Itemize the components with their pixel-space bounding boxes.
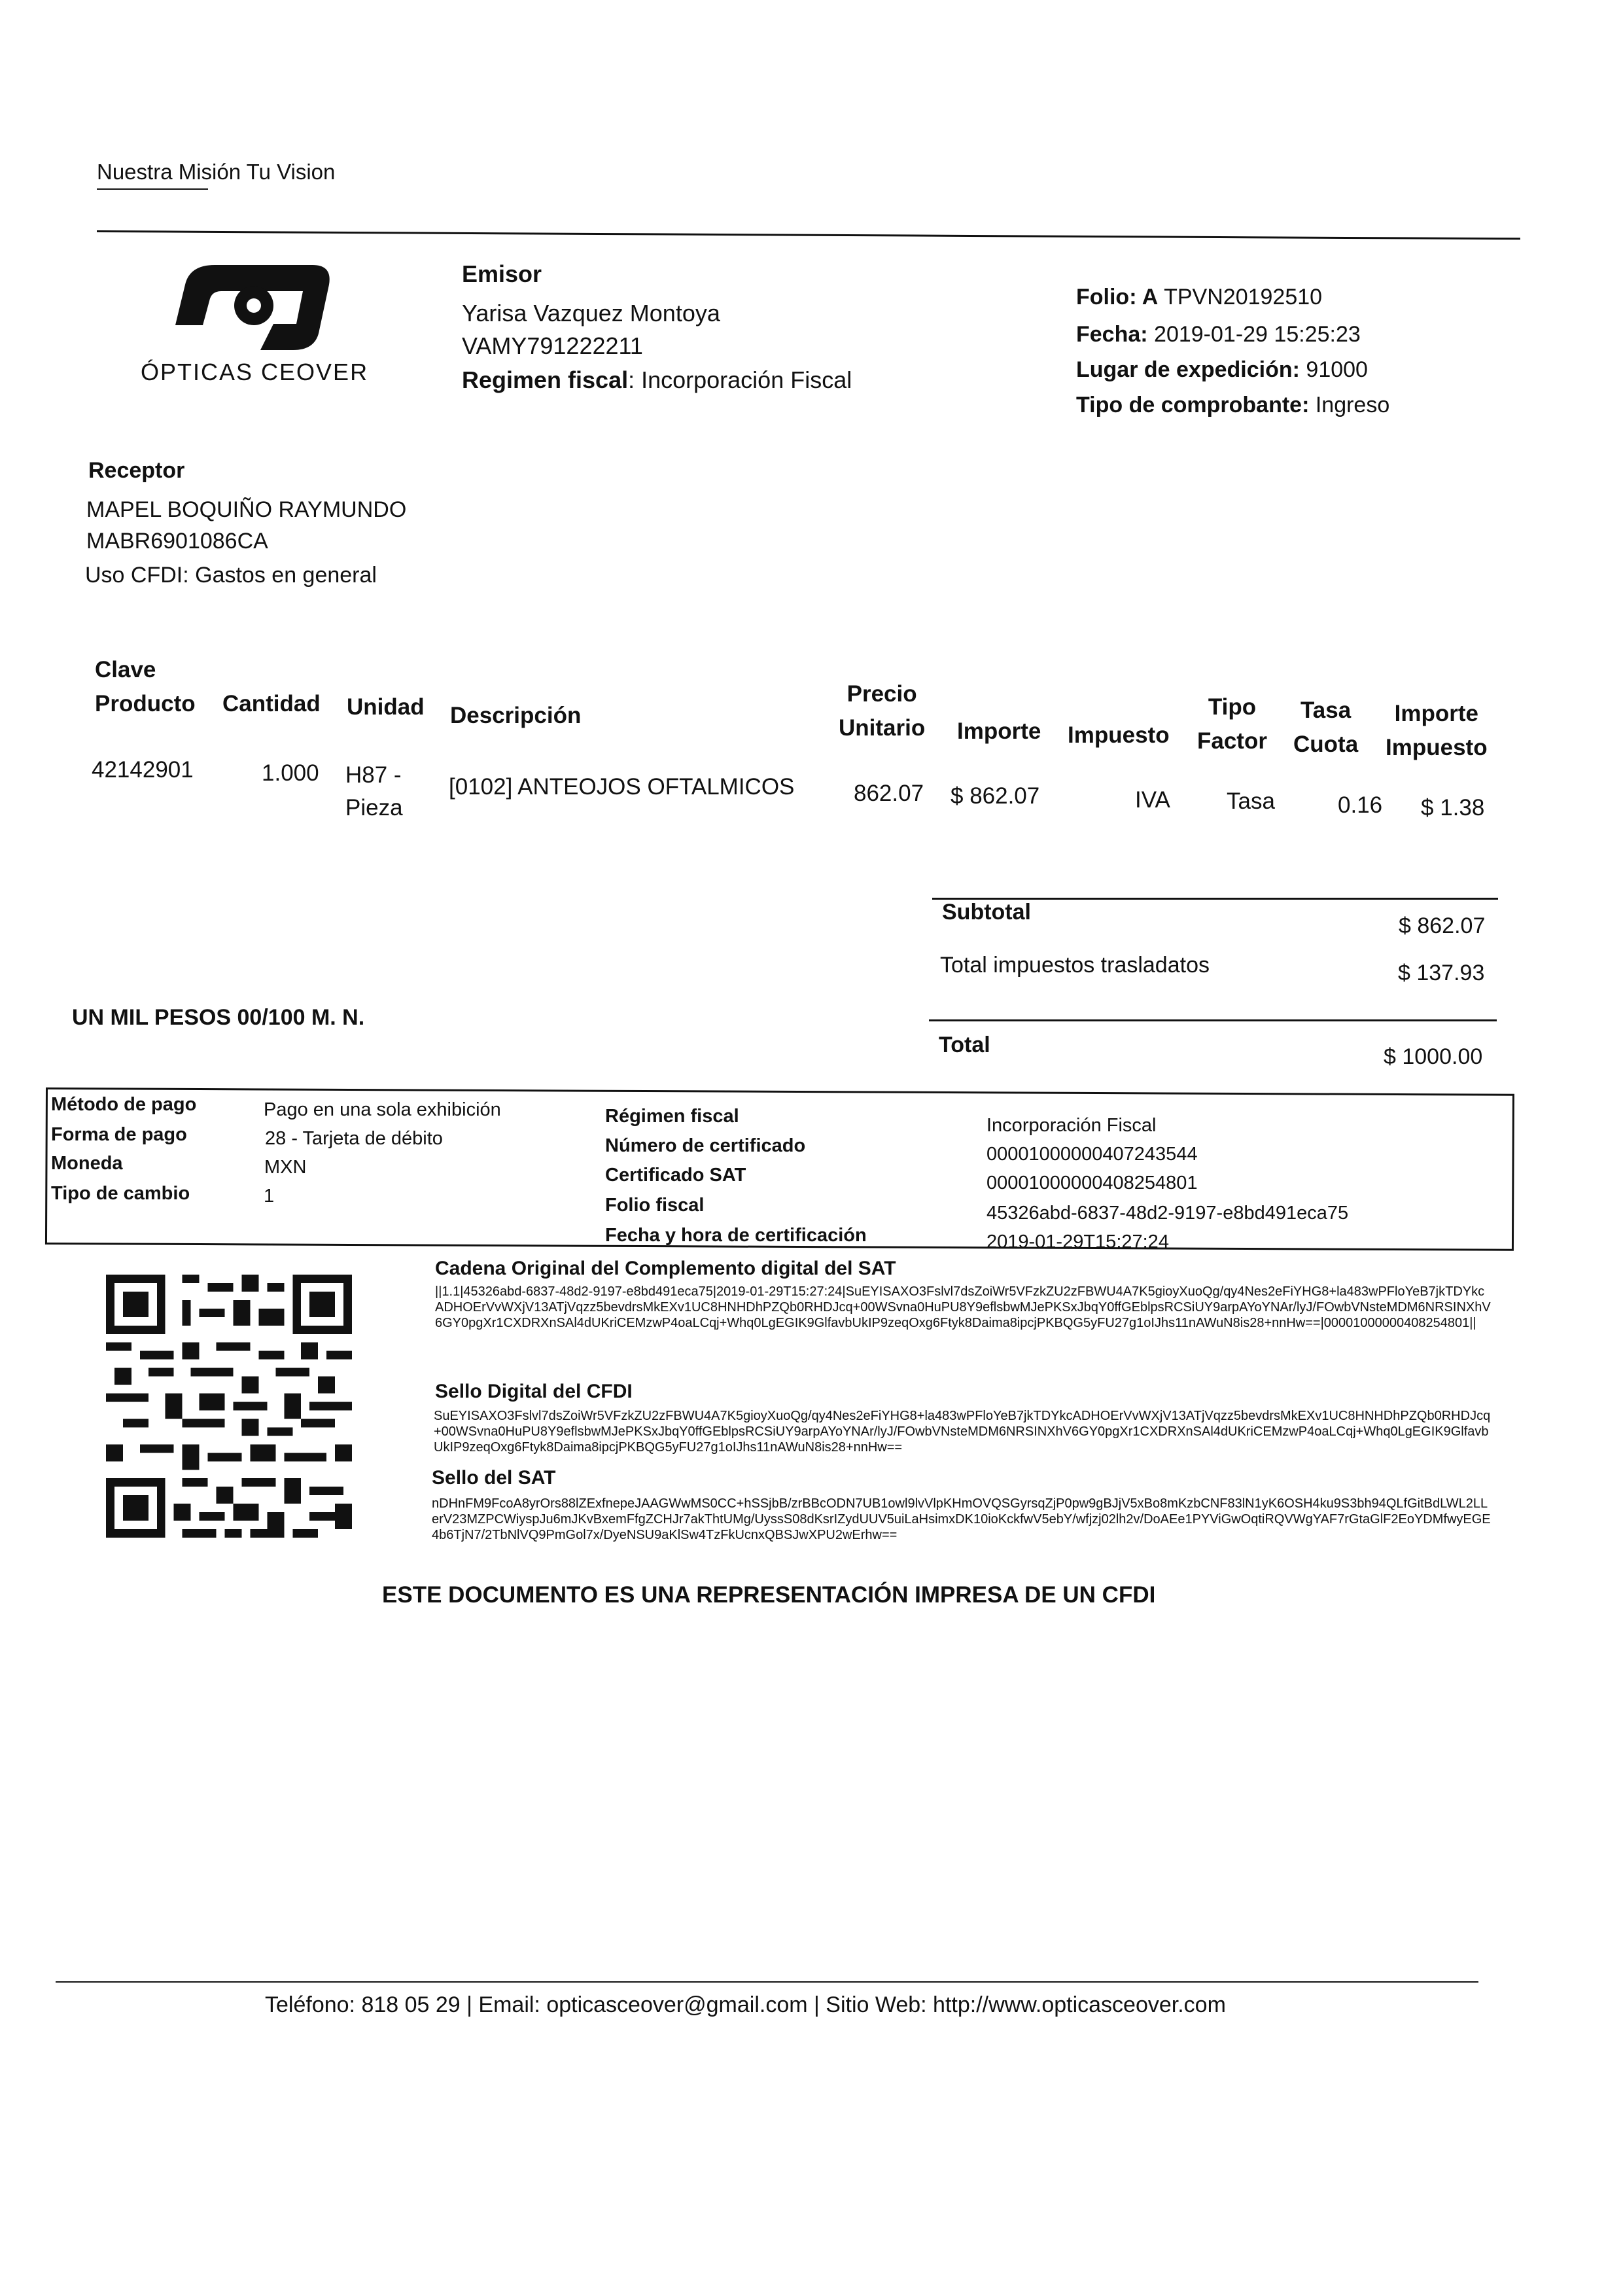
tipo-comprobante-value: Ingreso bbox=[1315, 393, 1390, 417]
slogan: Nuestra Misión Tu Vision bbox=[97, 160, 336, 184]
folio-label: Folio: A bbox=[1076, 285, 1159, 309]
sello-cfdi-title: Sello Digital del CFDI bbox=[435, 1381, 633, 1402]
fecha-row bbox=[1076, 322, 1361, 347]
col-header-unidad: Unidad bbox=[347, 694, 425, 720]
cadena-original-title: Cadena Original del Complemento digital del SAT bbox=[435, 1258, 896, 1279]
lugar-row bbox=[1076, 357, 1368, 383]
col-header-clave-line2: Producto bbox=[95, 691, 196, 716]
col-header-tipo-factor bbox=[1197, 690, 1267, 758]
lugar-label: Lugar de expedición: bbox=[1076, 357, 1300, 382]
lugar-value: 91000 bbox=[1306, 357, 1368, 382]
row-clave: 42142901 bbox=[92, 757, 194, 783]
col-header-tasa-line2: Cuota bbox=[1293, 732, 1359, 757]
impuestos-label: Total impuestos trasladatos bbox=[940, 953, 1210, 978]
tipo-cambio-value: 1 bbox=[264, 1186, 275, 1207]
total-value: $ 1000.00 bbox=[1384, 1044, 1483, 1069]
tipo-comprobante-row bbox=[1076, 393, 1389, 418]
numero-certificado-label: Número de certificado bbox=[605, 1135, 806, 1156]
sello-sat-text: nDHnFM9FcoA8yrOrs88lZExfnepeJAAGWwMS0CC+hSSjbB/zrBBcODN7UB1owl9lvVlpKHmOVQSGyrsqZjP0pw9gBJjV5xBo8mKzbCNF83lN1yK6OSH4ku9S3bh94QLfGitBdLWL2LLerV23MZPCWiyspJu6mJKvBxemFfgZCHJr7akThtUMg/UyssS08dKsrIZydUUV5uiLaHsimxDK10ioKckfwV5ebY/wfjzj02lh2v/DoAEe1PYViGwOqtiRQVWgYAF7rGtaGlF2EoYDMfwyEGE4b6TjN7/2TbNlVQ9PmGol7x/DyeNSU9aKlSw4TzFkUcnxQBSJwXPU2wErhw== bbox=[432, 1496, 1491, 1542]
tipo-comprobante-label: Tipo de comprobante: bbox=[1076, 393, 1310, 417]
qr-code-icon bbox=[105, 1275, 353, 1538]
emisor-regimen bbox=[462, 366, 852, 394]
emisor-regimen-value: : Incorporación Fiscal bbox=[628, 366, 852, 393]
row-cantidad: 1.000 bbox=[262, 760, 319, 786]
moneda-label: Moneda bbox=[51, 1153, 123, 1174]
emisor-title: Emisor bbox=[462, 260, 542, 287]
folio-fiscal-value: 45326abd-6837-48d2-9197-e8bd491eca75 bbox=[986, 1203, 1349, 1224]
row-precio-unitario: 862.07 bbox=[854, 781, 924, 806]
receptor-name: MAPEL BOQUIÑO RAYMUNDO bbox=[86, 497, 407, 522]
col-header-clave-line1: Clave bbox=[95, 657, 156, 682]
row-descripcion: [0102] ANTEOJOS OFTALMICOS bbox=[449, 774, 795, 800]
fecha-certificacion-value: 2019-01-29T15:27:24 bbox=[986, 1231, 1169, 1252]
regimen-fiscal-label: Régimen fiscal bbox=[605, 1106, 739, 1127]
cadena-original-text: ||1.1|45326abd-6837-48d2-9197-e8bd491eca75|2019-01-29T15:27:24|SuEYISAXO3Fslvl7dsZoiWr5VFzkZU2zFBWU4A7K5gioyXuoQg/qy4Nes2eFiYHG8+la483wPFloYeB7jkTDYkcADHOErVvWXjV13ATjVqzz5bevdrsMkEXv1UC8HNHDhPZQb0RHDJcq+00WSvna0HuPU8Y9eflsbwMJePKSxJbqY0ffGEblpsRCSiUY9arpAYoYNAr/lyJ/FOwbVNsteMDM6NRSINXhV6GY0pgXr1CXDRXnSAl4dUKriCEMzwP4oaLCqj+Whq0LgEGIK9GlfavbUkIP9zeqOxg6Ftyk8Daima8ipcjPKBQG5yFU27g1oIJhs11nAWuN8is28+nnHw==|00001000000408254801|| bbox=[435, 1284, 1491, 1330]
certificado-sat-label: Certificado SAT bbox=[605, 1165, 746, 1186]
cfdi-legal-note: ESTE DOCUMENTO ES UNA REPRESENTACIÓN IMPRESA DE UN CFDI bbox=[382, 1582, 1156, 1608]
col-header-descripcion: Descripción bbox=[450, 703, 582, 728]
metodo-pago-value: Pago en una sola exhibición bbox=[264, 1099, 501, 1120]
row-unidad-line2: Pieza bbox=[345, 795, 403, 821]
folio-value: TPVN20192510 bbox=[1164, 285, 1323, 309]
numero-certificado-value: 00001000000407243544 bbox=[986, 1144, 1198, 1165]
col-header-precio bbox=[839, 677, 925, 745]
impuestos-value: $ 137.93 bbox=[1398, 961, 1485, 985]
col-header-tipo-line2: Factor bbox=[1197, 728, 1267, 754]
fecha-certificacion-label: Fecha y hora de certificación bbox=[605, 1225, 867, 1246]
row-unidad bbox=[345, 759, 403, 824]
sello-sat-title: Sello del SAT bbox=[432, 1467, 556, 1489]
header-divider bbox=[97, 230, 1520, 239]
amount-in-words: UN MIL PESOS 00/100 M. N. bbox=[72, 1005, 365, 1030]
col-header-importe-impuesto-line2: Impuesto bbox=[1386, 735, 1488, 760]
row-impuesto: IVA bbox=[1135, 787, 1170, 813]
folio-row bbox=[1076, 285, 1322, 310]
row-tasa-cuota: 0.16 bbox=[1338, 792, 1383, 818]
forma-pago-value: 28 - Tarjeta de débito bbox=[265, 1128, 443, 1149]
row-importe-impuesto: $ 1.38 bbox=[1421, 795, 1485, 821]
subtotal-value: $ 862.07 bbox=[1399, 913, 1486, 938]
certificado-sat-value: 00001000000408254801 bbox=[986, 1173, 1198, 1193]
total-divider bbox=[929, 1019, 1497, 1021]
col-header-importe-impuesto bbox=[1386, 697, 1488, 765]
footer-divider bbox=[56, 1981, 1478, 1983]
logo-brand-text: ÓPTICAS CEOVER bbox=[141, 359, 369, 385]
col-header-importe-impuesto-line1: Importe bbox=[1394, 701, 1478, 726]
col-header-precio-line2: Unitario bbox=[839, 715, 926, 741]
row-unidad-line1: H87 - bbox=[345, 762, 402, 788]
receptor-uso-cfdi: Uso CFDI: Gastos en general bbox=[85, 563, 377, 588]
receptor-title: Receptor bbox=[88, 458, 185, 483]
col-header-tasa-cuota bbox=[1293, 694, 1358, 762]
fecha-label: Fecha: bbox=[1076, 322, 1148, 347]
col-header-tasa-line1: Tasa bbox=[1300, 698, 1352, 723]
row-importe: $ 862.07 bbox=[951, 783, 1040, 809]
emisor-rfc: VAMY791222211 bbox=[462, 332, 643, 359]
subtotal-label: Subtotal bbox=[942, 900, 1031, 925]
emisor-regimen-label: Regimen fiscal bbox=[462, 366, 629, 393]
total-label: Total bbox=[939, 1033, 990, 1057]
col-header-precio-line1: Precio bbox=[846, 681, 917, 707]
row-tipo-factor: Tasa bbox=[1227, 788, 1275, 814]
fecha-value: 2019-01-29 15:25:23 bbox=[1154, 322, 1361, 347]
metodo-pago-label: Método de pago bbox=[51, 1094, 197, 1115]
regimen-fiscal-value: Incorporación Fiscal bbox=[986, 1115, 1157, 1136]
col-header-importe: Importe bbox=[957, 718, 1041, 744]
sello-cfdi-text: SuEYISAXO3Fslvl7dsZoiWr5VFzkZU2zFBWU4A7K5gioyXuoQg/qy4Nes2eFiYHG8+la483wPFloYeB7jkTDYkcADHOErVvWXjV13ATjVqzz5bevdrsMkEXv1UC8HNHDhPZQb0RHDJcq+00WSvna0HuPU8Y9eflsbwMJePKSxJbqY0ffGEblpsRCSiUY9arpAYoYNAr/lyJ/FOwbVNsteMDM6NRSINXhV6GY0pgXr1CXDRXnSAl4dUKriCEMzwP4oaLCqj+Whq0LgEGIK9GlfavbUkIP9zeqOxg6Ftyk8Daima8ipcjPKBQG5yFU27g1oIJhs11nAWuN8is28+nnHw== bbox=[434, 1409, 1491, 1455]
moneda-value: MXN bbox=[264, 1157, 307, 1178]
receptor-rfc: MABR6901086CA bbox=[86, 529, 268, 554]
col-header-tipo-line1: Tipo bbox=[1208, 694, 1257, 720]
tipo-cambio-label: Tipo de cambio bbox=[51, 1183, 190, 1204]
emisor-name: Yarisa Vazquez Montoya bbox=[462, 300, 720, 327]
col-header-impuesto: Impuesto bbox=[1068, 722, 1170, 748]
col-header-cantidad: Cantidad bbox=[222, 691, 321, 716]
forma-pago-label: Forma de pago bbox=[51, 1124, 187, 1145]
col-header-clave bbox=[95, 653, 196, 721]
slogan-underline bbox=[97, 188, 208, 190]
footer-contact: Teléfono: 818 05 29 | Email: opticasceover@gmail.com | Sitio Web: http://www.opticasceover.com bbox=[265, 1992, 1226, 2017]
folio-fiscal-label: Folio fiscal bbox=[605, 1195, 705, 1216]
